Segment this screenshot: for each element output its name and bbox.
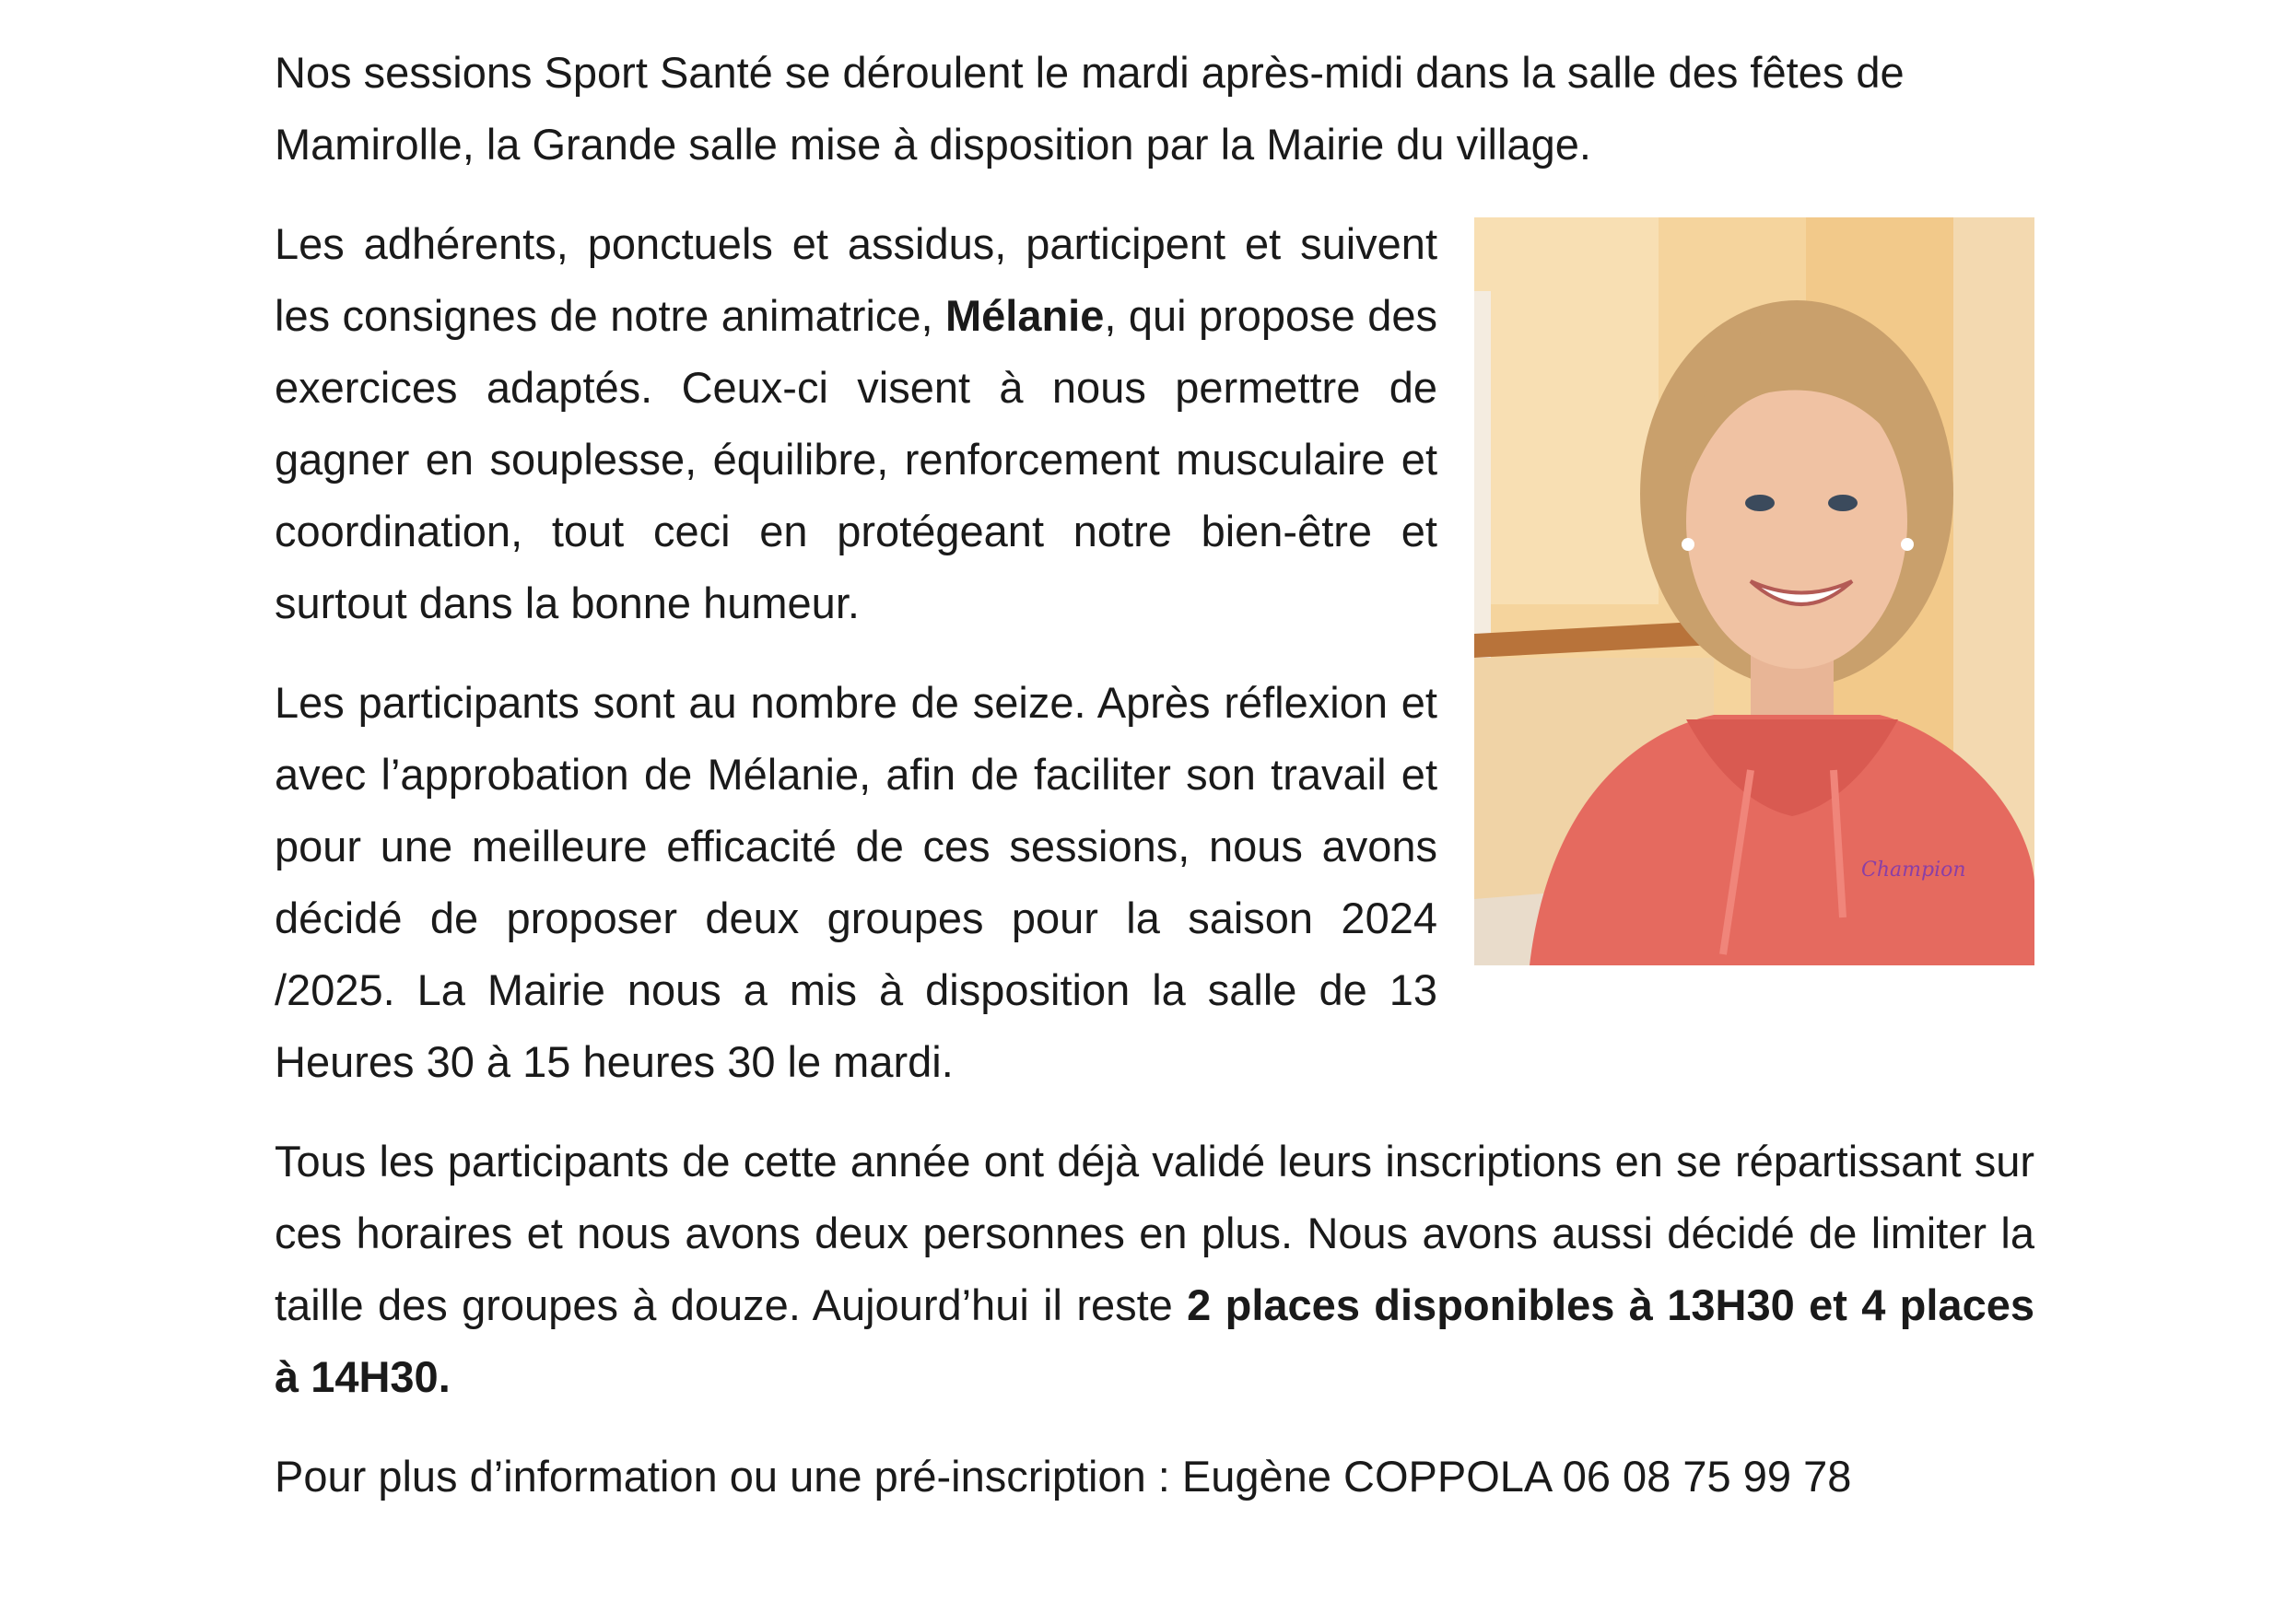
svg-text:Champion: Champion [1861,859,1966,882]
places-available: 2 places disponibles à 13H30 et 4 places à 14H30. [275,1280,2034,1401]
paragraph-animatrice-start: Les adhérents, ponctuels et assidus, participent et suivent les consignes de notre animatrice, [275,219,1437,340]
paragraph-participants: Les participants sont au nombre de seize. Après réflexion et avec l’approbation de Mélanie, afin de faciliter son travail et pour une meilleure efficacité de ces sessions, nous avons décidé de proposer deux groupes pour la saison 2024 /2025. La Mairie nous a mis à disposition la salle de 13 Heures 30 à 15 heures 30 le mardi. [275,678,1437,1086]
paragraph-intro: Nos sessions Sport Santé se déroulent le mardi après-midi dans la salle des fêtes de Mamirolle, la Grande salle mise à disposition par la Mairie du village. [275,48,1905,169]
animatrice-name: Mélanie [944,291,1105,340]
article-body [275,37,2034,1513]
paragraph-inscriptions [275,1126,2034,1413]
paragraph-contact: Pour plus d’information ou une pré-inscription : Eugène COPPOLA 06 08 75 99 78 [275,1452,1852,1501]
portrait-photo [1474,217,2034,965]
paragraph-animatrice-end: , qui propose des exercices adaptés. Ceux-ci visent à nous permettre de gagner en souplesse, équilibre, renforcement musculaire et coordination, tout ceci en protégeant notre bien-être et surtout dans la bonne humeur. [275,291,1437,627]
paragraph-inscriptions-text: Tous les participants de cette année ont déjà validé leurs inscriptions en se répartissant sur ces horaires et nous avons deux personnes en plus. Nous avons aussi décidé de limiter la taille des groupes à douze. Aujourd’hui il reste [275,1137,2034,1329]
